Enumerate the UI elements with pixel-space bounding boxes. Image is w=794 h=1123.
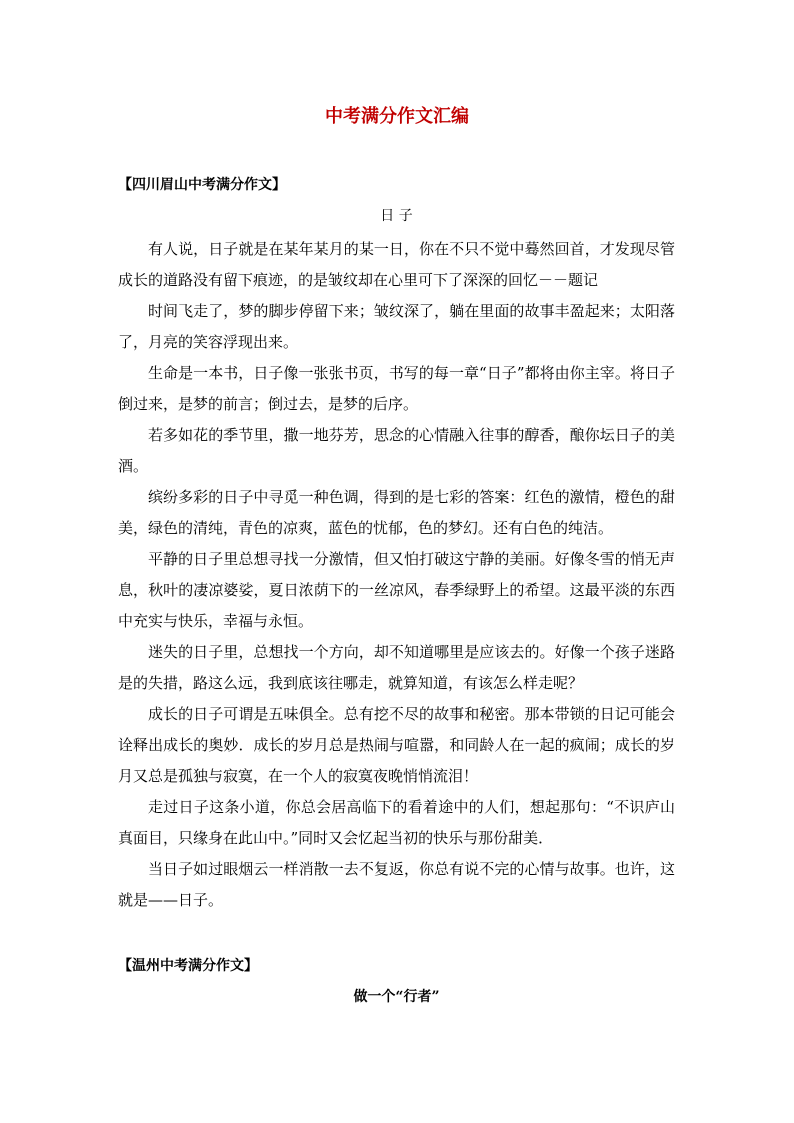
essay-body [118,234,675,916]
essay-title-rizi: 日 子 [380,208,413,224]
essay-paragraph: 成长的日子可谓是五味俱全。总有挖不尽的故事和秘密。那本带锁的日记可能会诠释出成长的奥妙．成长的岁月总是热闹与喧嚣，和同龄人在一起的疯闹；成长的岁月又总是孤独与寂寞，在一个人的寂寞夜晚悄悄流泪！ [118,705,675,785]
document-title: 中考满分作文汇编 [325,106,469,127]
essay-paragraph: 若多如花的季节里，撒一地芬芳，思念的心情融入往事的醇香，酿你坛日子的美酒。 [118,426,675,475]
essay-paragraph: 当日子如过眼烟云一样消散一去不复返，你总有说不完的心情与故事。也许，这就是——日子。 [118,860,675,909]
essay-paragraph: 缤纷多彩的日子中寻觅一种色调，得到的是七彩的答案：红色的激情，橙色的甜美，绿色的清纯，青色的凉爽，蓝色的忧郁，色的梦幻。还有白色的纯洁。 [118,488,675,537]
essay-paragraph: 时间飞走了，梦的脚步停留下来；皱纹深了，躺在里面的故事丰盈起来；太阳落了，月亮的笑容浮现出来。 [118,302,675,351]
section-heading-meishan: 【四川眉山中考满分作文】 [118,177,286,193]
essay-title-xingzhe: 做一个“行者” [353,989,440,1005]
essay-paragraph: 走过日子这条小道，你总会居高临下的看着途中的人们，想起那句：“不识庐山真面目，只缘身在此山中。”同时又会忆起当初的快乐与那份甜美． [118,798,675,847]
essay-paragraph: 有人说，日子就是在某年某月的某一日，你在不只不觉中蓦然回首，才发现尽管成长的道路没有留下痕迹，的是皱纹却在心里可下了深深的回忆－－题记 [118,240,675,289]
essay-paragraph: 平静的日子里总想寻找一分激情，但又怕打破这宁静的美丽。好像冬雪的悄无声息，秋叶的凄凉婆娑，夏日浓荫下的一丝凉风，春季绿野上的希望。这最平淡的东西中充实与快乐，幸福与永恒。 [118,550,675,630]
essay-paragraph: 生命是一本书，日子像一张张书页，书写的每一章“日子”都将由你主宰。将日子倒过来，是梦的前言；倒过去，是梦的后序。 [118,364,675,413]
essay-paragraph: 迷失的日子里，总想找一个方向，却不知道哪里是应该去的。好像一个孩子迷路是的失措，路这么远，我到底该往哪走，就算知道，有该怎么样走呢？ [118,643,675,692]
section-heading-wenzhou: 【温州中考满分作文】 [118,958,258,974]
